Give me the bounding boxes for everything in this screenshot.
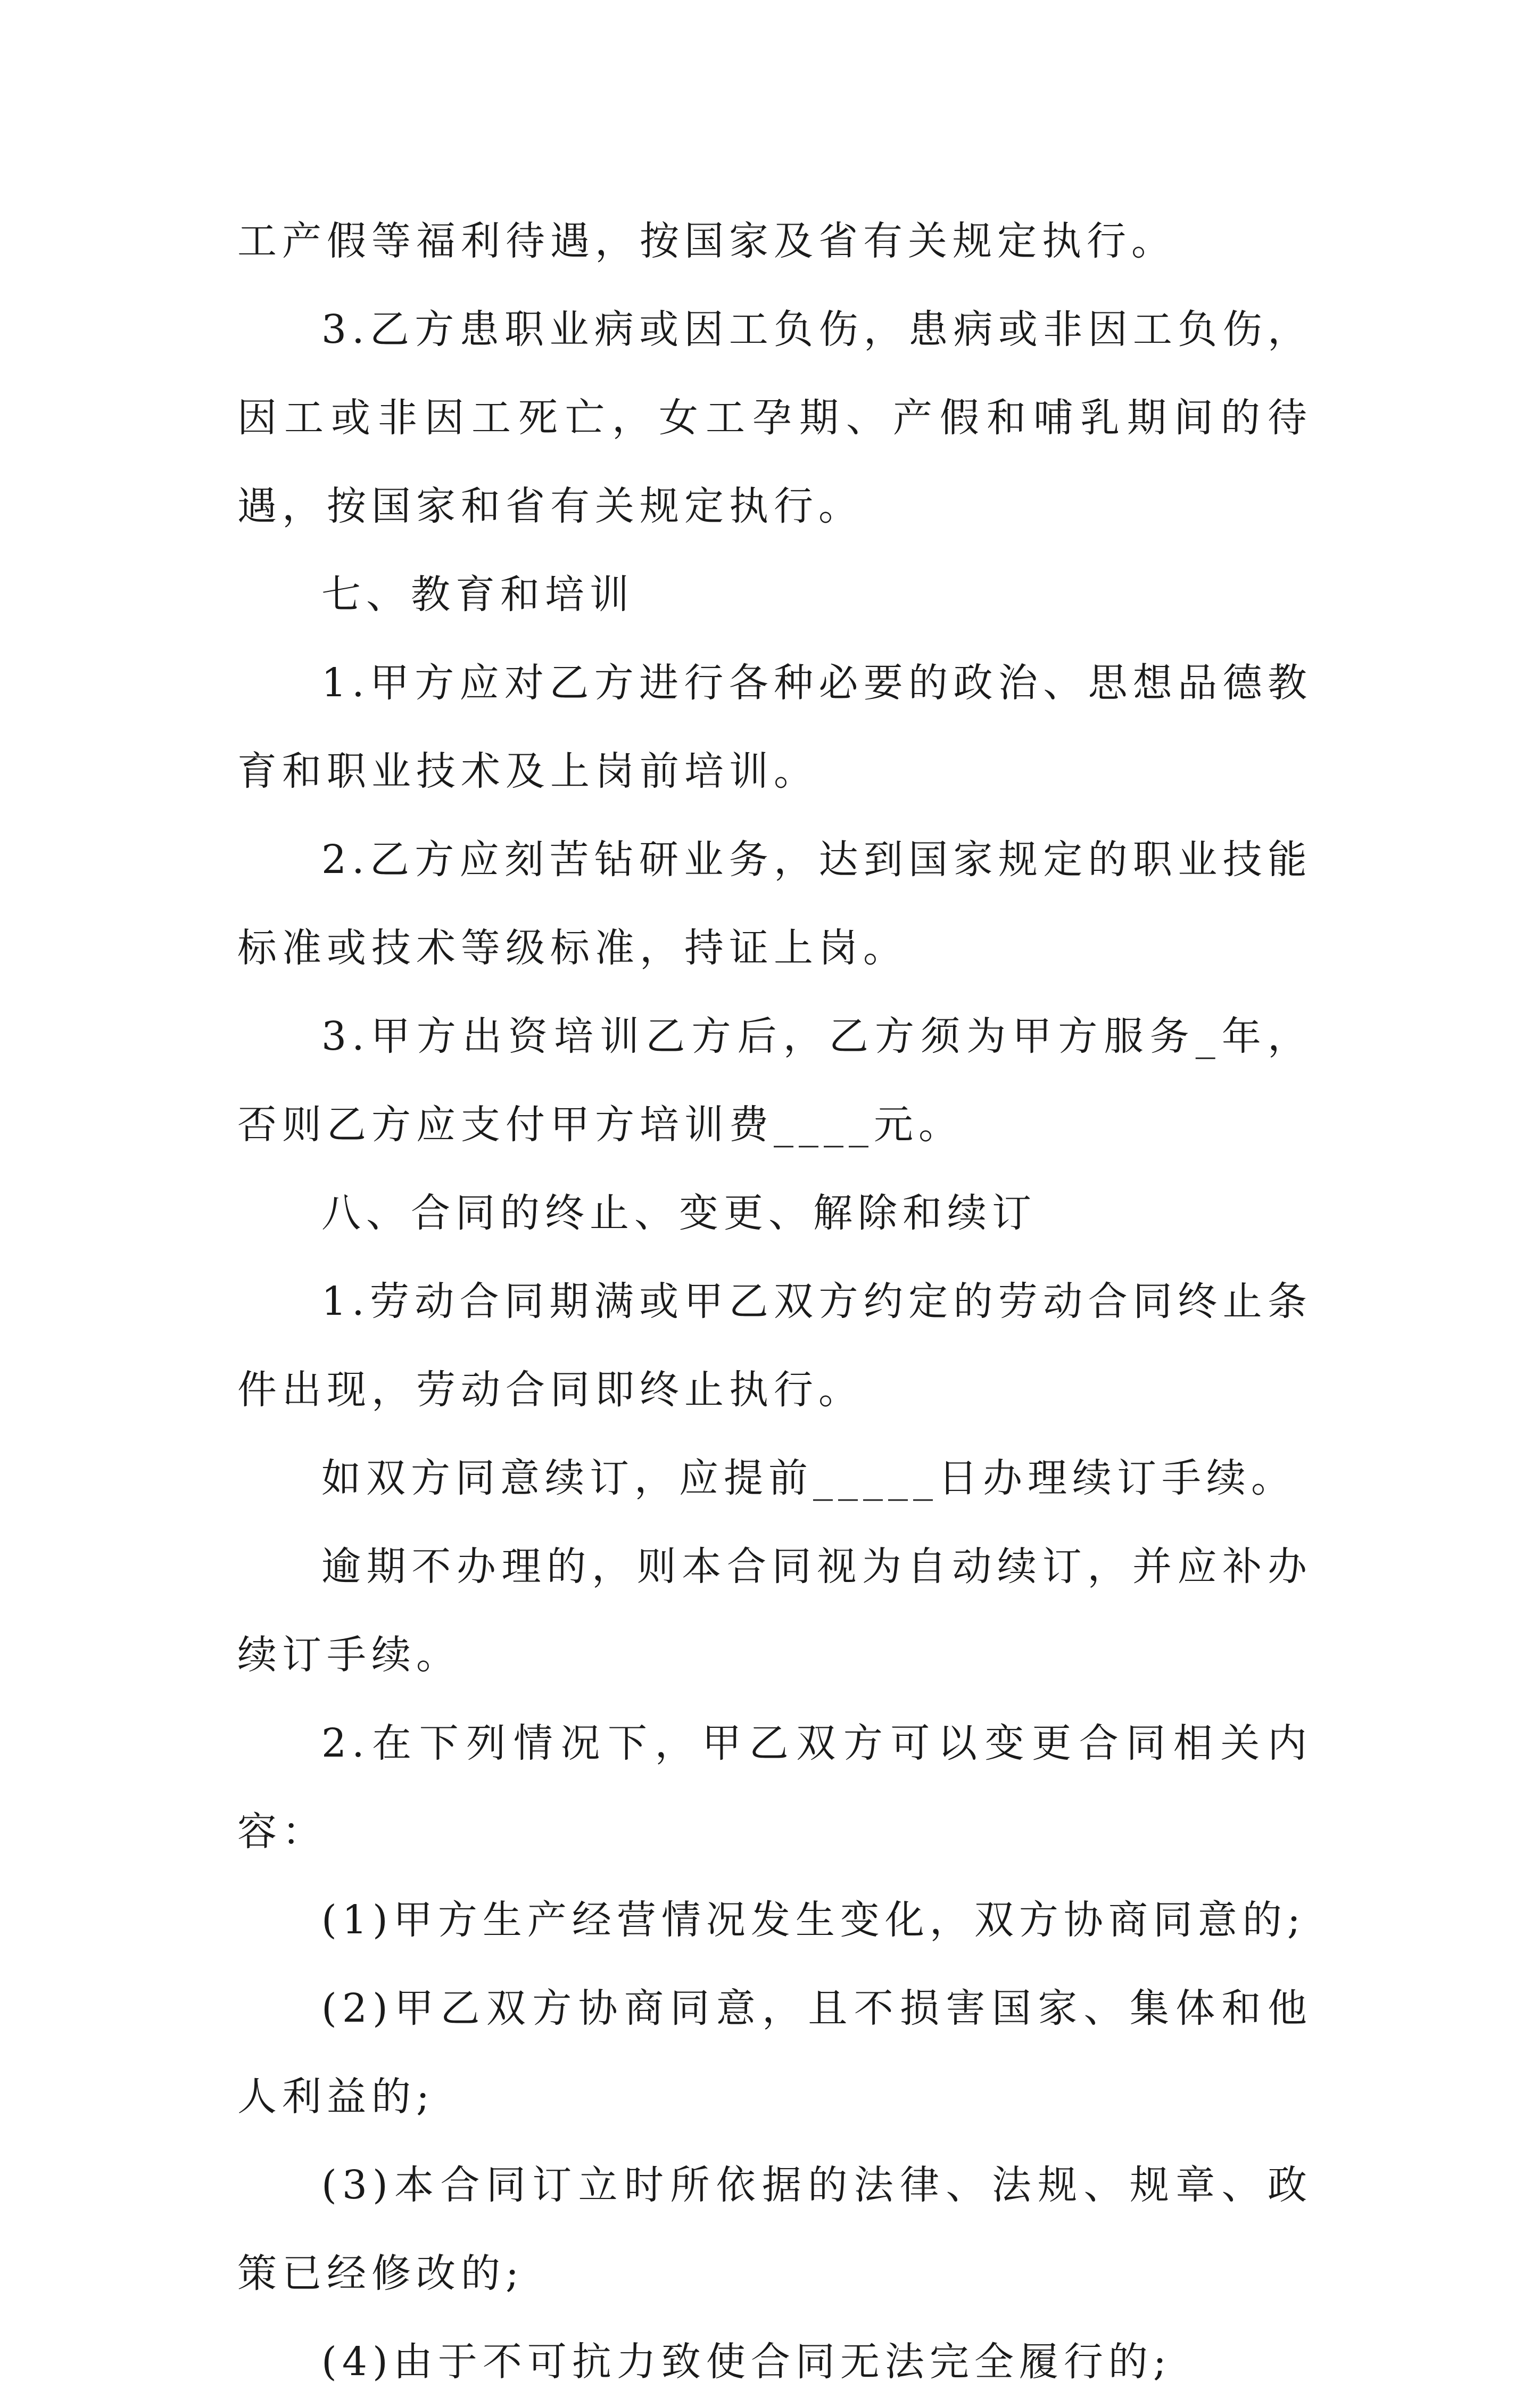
paragraph-auto-renewal: 逾期不办理的，则本合同视为自动续订，并应补办续订手续。: [237, 1544, 1312, 1678]
document-body: [237, 197, 1312, 2406]
list-item-condition-4: (4)由于不可抗力致使合同无法完全履行的;: [321, 2339, 1172, 2385]
paragraph-skill-standards: 2.乙方应刻苦钻研业务，达到国家规定的职业技能标准或技术等级标准，持证上岗。: [237, 837, 1312, 971]
paragraph-training-service-term: 3.甲方出资培训乙方后，乙方须为甲方服务_年，否则乙方应支付甲方培训费____元。: [237, 1014, 1312, 1148]
list-item-condition-3: (3)本合同订立时所依据的法律、法规、规章、政策已经修改的;: [237, 2162, 1312, 2296]
paragraph-renewal-notice: 如双方同意续订，应提前_____日办理续订手续。: [321, 1455, 1296, 1501]
section-heading-contract-termination: 八、合同的终止、变更、解除和续订: [321, 1190, 1037, 1236]
paragraph-maternity-benefits: 工产假等福利待遇，按国家及省有关规定执行。: [237, 218, 1176, 264]
paragraph-occupational-disease: 3.乙方患职业病或因工负伤，患病或非因工负伤，因工或非因工死亡，女工孕期、产假和哺乳期间的待遇，按国家和省有关规定执行。: [237, 307, 1312, 529]
paragraph-change-conditions: 2.在下列情况下，甲乙双方可以变更合同相关内容：: [237, 1720, 1312, 1855]
section-heading-education-training: 七、教育和培训: [321, 572, 634, 617]
list-item-condition-2: (2)甲乙双方协商同意，且不损害国家、集体和他人利益的;: [237, 1985, 1312, 2120]
paragraph-contract-expiry: 1.劳动合同期满或甲乙双方约定的劳动合同终止条件出现，劳动合同即终止执行。: [237, 1279, 1312, 1413]
list-item-condition-1: (1)甲方生产经营情况发生变化，双方协商同意的;: [321, 1897, 1306, 1943]
paragraph-training-obligation: 1.甲方应对乙方进行各种必要的政治、思想品德教育和职业技术及上岗前培训。: [237, 660, 1312, 794]
